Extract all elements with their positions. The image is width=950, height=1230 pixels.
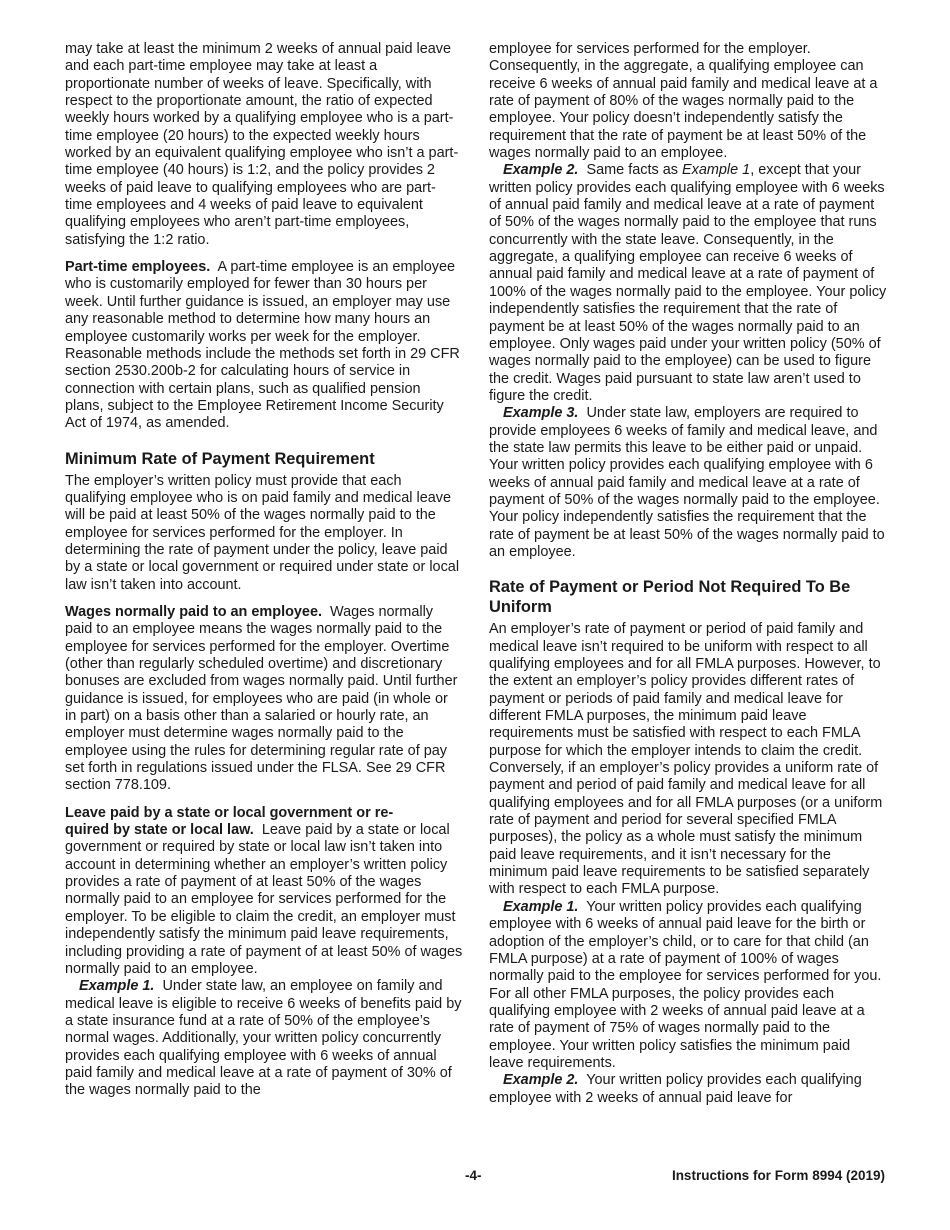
form-title: Instructions for Form 8994 (2019) <box>671 1168 885 1183</box>
paragraph: The employer’s written policy must provide that each qualifying employee who is on paid family and medical leave will be paid at least 50% of the wages normally paid to the employee for services performed for the employer. In determining the rate of payment under the policy, leave paid by a state or local government or required under state or local law isn’t taken into account. <box>65 472 460 593</box>
paragraph-text: Wages normally paid to an employee means the wages normally paid to the employee for services performed for the employer. Overtime (other than regularly scheduled overtime) and discretionary bonuses are excluded from wages normally paid. Until further guidance is issued, for employees who are paid (in whole or in part) on a basis other than a salaried or hourly rate, an employer must determine wages normally paid to the employee using the rules for determining regular rate of pay set forth in regulations issued under the FLSA. See 29 CFR section 778.109. <box>65 603 458 794</box>
example-1-paragraph <box>489 899 887 1072</box>
run-in-heading-line-2: quired by state or local law. <box>65 822 254 839</box>
example-label: Example 2. <box>503 1072 579 1089</box>
example-3-paragraph <box>489 405 887 561</box>
page-footer <box>65 1168 885 1188</box>
example-label: Example 3. <box>503 405 579 422</box>
paragraph-part-time-employees <box>65 259 463 432</box>
section-heading-rate-not-uniform: Rate of Payment or Period Not Required To Be Uniform <box>489 578 851 617</box>
left-column <box>65 41 463 1100</box>
paragraph-leave-paid-by-state <box>65 805 463 978</box>
example-label: Example 2. <box>503 162 579 179</box>
section-heading-minimum-rate: Minimum Rate of Payment Requirement <box>65 449 375 468</box>
paragraph-wages-normally-paid <box>65 604 463 795</box>
paragraph-text: A part-time employee is an employee who is customarily employed for fewer than 30 hours per week. Until further guidance is issued, an employer may use any reasonable method to determine how many hours an employee customarily works per week for the employer. Reasonable methods include the methods set forth in 29 CFR section 2530.200b-2 for calculating hours of service in connection with certain plans, such as qualified pension plans, subject to the Employee Retirement Income Security Act of 1974, as amended. <box>65 259 460 432</box>
paragraph: employee for services performed for the employer. Consequently, in the aggregate, a qualifying employee can receive 6 weeks of annual paid family and medical leave at a rate of payment of 80% of the wages normally paid to the employee. Your policy doesn’t independently satisfy the requirement that the rate of payment be at least 50% of the wages normally paid to an employee. <box>489 41 878 162</box>
paragraph-text: Under state law, employers are required to provide employees 6 weeks of family and medical leave, and the state law permits this leave to be either paid or unpaid. Your written policy provides each qualifying employee with 6 weeks of annual paid family and medical leave at a rate of payment of 50% of the wages normally paid to the employee. Your policy independently satisfies the requirement that the rate of payment be at least 50% of the wages normally paid to an employee. <box>489 405 885 560</box>
paragraph: may take at least the minimum 2 weeks of annual paid leave and each part-time employee may take at least a proportionate number of weeks of leave. Specifically, with respect to the proportionate amount, the ratio of expected weekly hours worked by a qualifying employee who is a part-time employee (20 hours) to the expected weekly hours worked by an equivalent qualifying employee who isn’t a part-time employee (40 hours) is 1:2, and the policy provides 2 weeks of paid leave to qualifying employees who are part-time employees and 4 weeks of paid leave to equivalent qualifying employees who aren’t part-time employees, satisfying the 1:2 ratio. <box>65 41 459 248</box>
paragraph-text: Leave paid by a state or local government or required by state or local law isn’t taken into account in determining whether an employer’s written policy provides a rate of payment of at least 50% of the wages normally paid to an employee for services performed for the employer. To be eligible to claim the credit, an employer must independently satisfy the minimum paid leave requirements, including providing a rate of payment of at least 50% of wages normally paid to an employee. <box>65 822 463 977</box>
run-in-heading: Wages normally paid to an employee. <box>65 603 322 620</box>
right-column <box>489 41 887 1107</box>
paragraph: An employer’s rate of payment or period of paid family and medical leave isn’t required to be uniform with respect to all qualifying employees and for all FMLA purposes. However, to the extent an employer’s policy provides different rates of payment or periods of paid family and medical leave for different FMLA purposes, the minimum paid leave requirements must be satisfied with respect to each FMLA purpose for which the employer intends to claim the credit. Conversely, if an employer’s policy provides a uniform rate of payment and period of paid family and medical leave for all qualifying employees and for all FMLA purposes (or a uniform rate of payment and period for several specified FMLA purposes), the policy as a whole must satisfy the minimum paid leave requirements, and it isn’t necessary for the minimum paid leave requirements to be satisfied separately with respect to each FMLA purpose. <box>489 621 883 898</box>
example-label: Example 1. <box>503 898 579 915</box>
paragraph-text: Your written policy provides each qualifying employee with 2 weeks of annual paid leave for <box>489 1072 862 1106</box>
example-label: Example 1. <box>79 978 155 995</box>
example-2-paragraph <box>489 1072 887 1107</box>
run-in-heading-line-1: Leave paid by a state or local government or re- <box>65 804 394 821</box>
paragraph-text: Your written policy provides each qualifying employee with 6 weeks of annual paid leave for the birth or adoption of the employer’s child, or to care for that child (an FMLA purpose) at a rate of payment of 100% of wages normally paid to the employee for services performed for you. For all other FMLA purposes, the policy provides each qualifying employee with 2 weeks of annual paid leave at a rate of payment of 75% of wages normally paid to the employee. Your written policy satisfies the minimum paid leave requirements. <box>489 898 882 1071</box>
page-number: -4- <box>465 1168 482 1183</box>
run-in-heading: Part-time employees. <box>65 259 211 276</box>
paragraph-text: Under state law, an employee on family and medical leave is eligible to receive 6 weeks of benefits paid by a state insurance fund at a rate of 50% of the employee’s normal wages. Additionally, your written policy concurrently provides each qualifying employee with 6 weeks of annual paid family and medical leave at a rate of payment of 30% of the wages normally paid to the <box>65 978 462 1099</box>
paragraph-text: Same facts as <box>586 162 678 179</box>
example-1-paragraph <box>65 978 463 1099</box>
example-reference: Example 1 <box>681 162 751 179</box>
example-2-paragraph <box>489 162 887 405</box>
paragraph-text: , except that your written policy provides each qualifying employee with 6 weeks of annual paid family and medical leave at a rate of payment of 50% of the wages normally paid to the employee that runs concurrently with the state leave. Consequently, in the aggregate, a qualifying employee can receive 6 weeks of annual paid family and medical leave at a rate of payment of 100% of the wages normally paid to the employee. Your policy independently satisfies the requirement that the rate of payment be at least 50% of the wages normally paid to an employee. Only wages paid under your written policy (50% of wages normally paid to the employee) can be used to figure the credit. Wages paid pursuant to state law aren’t used to figure the credit. <box>489 162 887 404</box>
